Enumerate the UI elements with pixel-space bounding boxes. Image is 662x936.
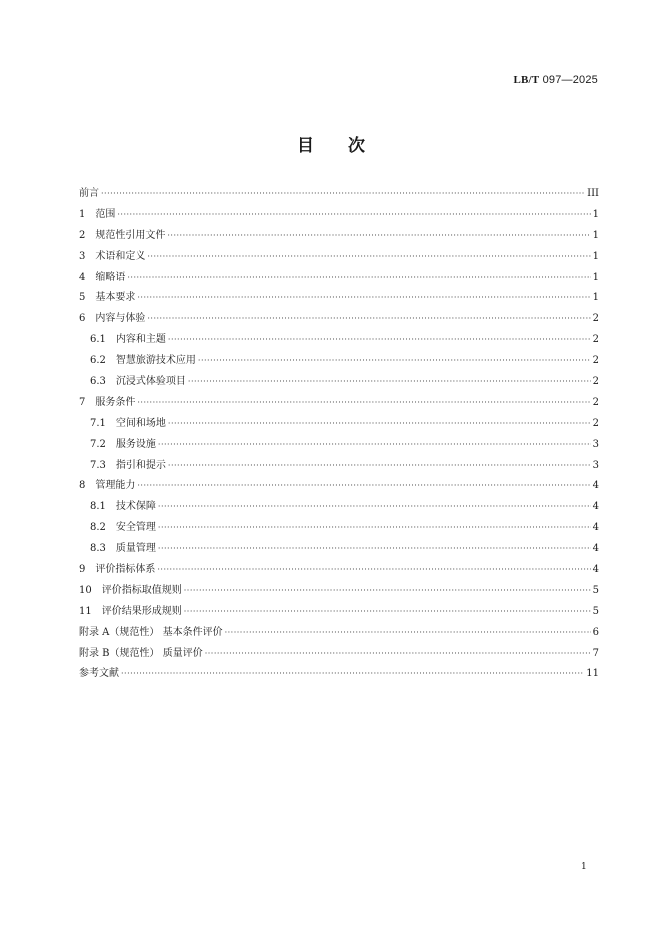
toc-entry-page: 4 — [592, 522, 599, 534]
toc-entry-page: 2 — [592, 313, 599, 325]
toc-leader-dots — [158, 440, 591, 449]
toc-entry-page: 4 — [592, 564, 599, 576]
toc-entry-label: 指引和提示 — [115, 459, 166, 471]
toc-leader-dots — [188, 377, 591, 386]
toc-entry[interactable] — [79, 205, 599, 226]
toc-entry-label: 空间和场地 — [115, 417, 166, 429]
toc-entry-label: 术语和定义 — [95, 250, 146, 262]
toc-entry-page: 1 — [592, 250, 599, 262]
toc-entry[interactable] — [79, 497, 599, 518]
toc-entry-page: 1 — [592, 229, 599, 241]
toc-entry-page: 11 — [586, 668, 599, 680]
toc-entry-label: 管理能力 — [95, 480, 136, 492]
toc-leader-dots — [168, 419, 591, 428]
toc-entry-page: 5 — [592, 584, 599, 596]
toc-entry-number: 5 — [79, 292, 86, 304]
toc-entry-number: 11 — [79, 605, 92, 617]
toc-leader-dots — [167, 231, 590, 240]
toc-entry-page: 4 — [592, 543, 599, 555]
toc-entry-page: III — [587, 188, 599, 199]
toc-entry-page: 1 — [592, 292, 599, 304]
toc-entry[interactable] — [79, 288, 599, 309]
standard-code-prefix: LB/T — [513, 74, 540, 86]
toc-entry-label: 评价指标取值规则 — [101, 584, 182, 596]
toc-entry-label: 缩略语 — [95, 271, 126, 283]
toc-entry[interactable] — [79, 560, 599, 581]
toc-entry-number: 2 — [79, 229, 86, 241]
toc-entry[interactable] — [79, 393, 599, 414]
toc-entry-page: 2 — [592, 355, 599, 367]
toc-leader-dots — [205, 649, 591, 658]
toc-leader-dots — [184, 607, 591, 616]
toc-entry-number: 3 — [79, 250, 86, 262]
toc-entry-number: 8.3 — [90, 543, 106, 555]
toc-entry-label: 基本要求 — [95, 292, 136, 304]
toc-entry[interactable] — [79, 414, 599, 435]
toc-entry[interactable] — [79, 309, 599, 330]
toc-entry-number: 8.2 — [90, 522, 106, 534]
toc-entry-label: 范围 — [95, 208, 116, 220]
toc-entry[interactable] — [79, 602, 599, 623]
toc-leader-dots — [157, 565, 590, 574]
toc-entry-label: 评价结果形成规则 — [101, 605, 182, 617]
toc-entry-page: 3 — [592, 459, 599, 471]
toc-leader-dots — [137, 293, 590, 302]
toc-entry-page: 4 — [592, 480, 599, 492]
toc-entry[interactable] — [79, 372, 599, 393]
toc-entry-label: 附录 A（规范性） 基本条件评价 — [79, 626, 223, 638]
toc-entry-page: 1 — [592, 208, 599, 220]
toc-entry-number: 10 — [79, 584, 92, 596]
toc-leader-dots — [101, 189, 585, 198]
toc-entry[interactable] — [79, 664, 599, 685]
toc-leader-dots — [168, 461, 591, 470]
toc-entry-label: 规范性引用文件 — [95, 229, 166, 241]
toc-entry-page: 5 — [592, 605, 599, 617]
toc-entry-label: 内容和主题 — [115, 334, 166, 346]
toc-entry-number: 7.2 — [90, 438, 106, 450]
toc-leader-dots — [117, 210, 590, 219]
toc-entry[interactable] — [79, 247, 599, 268]
toc-entry-number: 7.1 — [90, 417, 106, 429]
page-number: 1 — [581, 862, 587, 872]
toc-entry-number: 6.3 — [90, 376, 106, 388]
toc-entry-number: 6.2 — [90, 355, 106, 367]
toc-entry-label: 技术保障 — [115, 501, 156, 513]
toc-entry-number: 7 — [79, 396, 86, 408]
toc-entry[interactable] — [79, 184, 599, 205]
toc-entry[interactable] — [79, 226, 599, 247]
toc-entry-number: 7.3 — [90, 459, 106, 471]
toc-leader-dots — [198, 356, 591, 365]
toc-entry-number: 9 — [79, 564, 86, 576]
toc-entry[interactable] — [79, 268, 599, 289]
toc-leader-dots — [121, 669, 584, 678]
toc-entry-number: 4 — [79, 271, 86, 283]
toc-entry-page: 1 — [592, 271, 599, 283]
toc-entry-label: 内容与体验 — [95, 313, 146, 325]
toc-entry[interactable] — [79, 330, 599, 351]
toc-entry-number: 6.1 — [90, 334, 106, 346]
toc-entry-page: 3 — [592, 438, 599, 450]
toc-entry-label: 安全管理 — [115, 522, 156, 534]
toc-leader-dots — [158, 544, 591, 553]
toc-leader-dots — [168, 335, 591, 344]
toc-entry-page: 2 — [592, 334, 599, 346]
toc-entry-label: 前言 — [79, 188, 99, 199]
toc-entry-page: 2 — [592, 396, 599, 408]
toc-entry-number: 8 — [79, 480, 86, 492]
toc-entry-label: 附录 B（规范性） 质量评价 — [79, 647, 203, 659]
toc-entry-page: 7 — [592, 647, 599, 659]
toc-entry[interactable] — [79, 581, 599, 602]
toc-entry[interactable] — [79, 539, 599, 560]
toc-leader-dots — [184, 586, 591, 595]
toc-entry-label: 服务设施 — [115, 438, 156, 450]
toc-entry-page: 6 — [592, 626, 599, 638]
toc-entry-page: 2 — [592, 417, 599, 429]
toc-entry-page: 4 — [592, 501, 599, 513]
toc-entry-label: 服务条件 — [95, 396, 136, 408]
page-title: 目 次 — [297, 136, 365, 156]
toc-leader-dots — [225, 628, 591, 637]
toc-leader-dots — [137, 398, 590, 407]
toc-entry-number: 6 — [79, 313, 86, 325]
toc-entry[interactable] — [79, 435, 599, 456]
toc-leader-dots — [147, 252, 590, 261]
toc-entry[interactable] — [79, 351, 599, 372]
toc-leader-dots — [137, 481, 590, 490]
toc-entry-label: 沉浸式体验项目 — [115, 376, 186, 388]
toc-leader-dots — [127, 273, 590, 282]
toc-entry[interactable] — [79, 644, 599, 665]
toc-entry-label: 评价指标体系 — [95, 564, 156, 576]
toc-leader-dots — [147, 314, 590, 323]
toc-entry-label: 参考文献 — [79, 668, 119, 680]
toc-entry[interactable] — [79, 456, 599, 477]
toc-entry-number: 1 — [79, 208, 86, 220]
toc-entry[interactable] — [79, 518, 599, 539]
toc-entry[interactable] — [79, 623, 599, 644]
toc-entry-label: 质量管理 — [115, 543, 156, 555]
toc-leader-dots — [158, 502, 591, 511]
standard-code-number: 097—2025 — [539, 74, 598, 86]
toc-leader-dots — [158, 523, 591, 532]
standard-code — [513, 74, 598, 86]
toc-entry-number: 8.1 — [90, 501, 106, 513]
toc-entry-label: 智慧旅游技术应用 — [115, 355, 196, 367]
toc-entry[interactable] — [79, 476, 599, 497]
toc-entry-page: 2 — [592, 376, 599, 388]
table-of-contents — [79, 184, 599, 685]
